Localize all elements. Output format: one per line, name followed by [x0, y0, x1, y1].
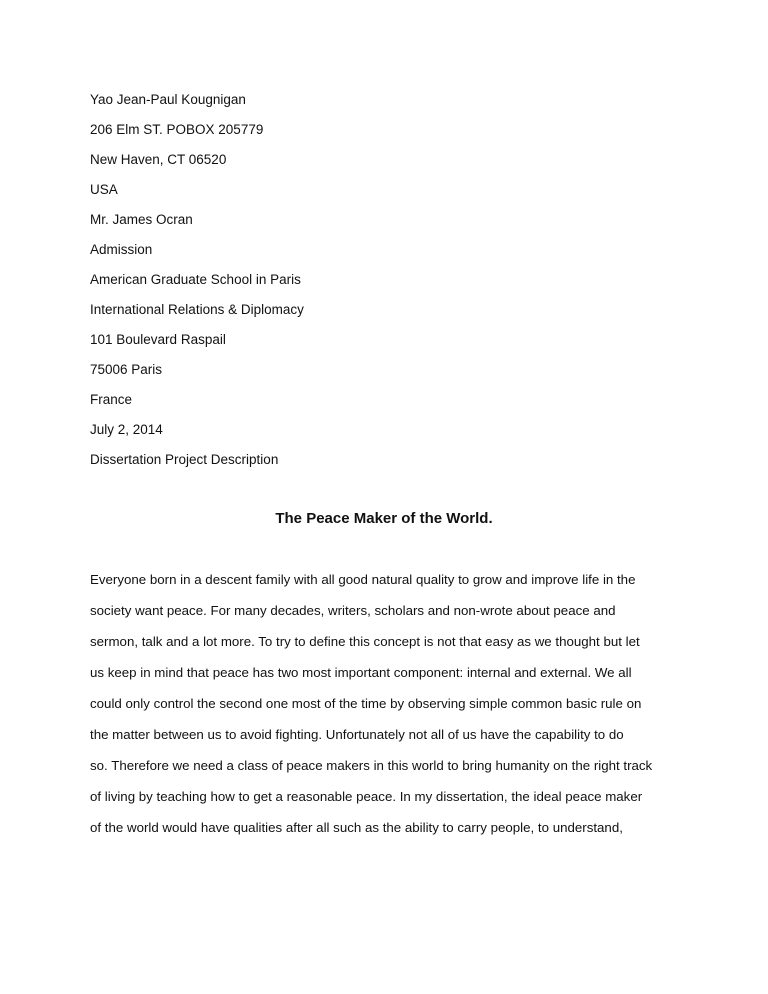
address-line-recipient-school: American Graduate School in Paris [90, 272, 301, 287]
body-line: the matter between us to avoid fighting. Unfortunately not all of us have the capability to do [90, 727, 624, 742]
address-line-sender-country: USA [90, 182, 118, 197]
address-line-sender-name: Yao Jean-Paul Kougnigan [90, 92, 246, 107]
address-block [90, 90, 710, 480]
address-line-recipient-program: International Relations & Diplomacy [90, 302, 304, 317]
address-line-recipient-street: 101 Boulevard Raspail [90, 332, 226, 347]
body-line: of living by teaching how to get a reasonable peace. In my dissertation, the ideal peace maker [90, 789, 643, 804]
body-line: sermon, talk and a lot more. To try to define this concept is not that easy as we thought but let [90, 634, 640, 649]
body-line: society want peace. For many decades, writers, scholars and non-wrote about peace and [90, 603, 616, 618]
address-line-sender-street: 206 Elm ST. POBOX 205779 [90, 122, 264, 137]
body-line: Everyone born in a descent family with all good natural quality to grow and improve life in the [90, 572, 636, 587]
document-title: The Peace Maker of the World. [275, 510, 493, 527]
body-line: us keep in mind that peace has two most important component: internal and external. We all [90, 665, 632, 680]
address-line-sender-city: New Haven, CT 06520 [90, 152, 227, 167]
letter-subject: Dissertation Project Description [90, 452, 279, 467]
letter-date: July 2, 2014 [90, 422, 163, 437]
body-paragraph [90, 570, 730, 849]
body-line: so. Therefore we need a class of peace makers in this world to bring humanity on the right track [90, 758, 653, 773]
address-line-recipient-country: France [90, 392, 133, 407]
body-line: could only control the second one most of the time by observing simple common basic rule on [90, 696, 642, 711]
body-line: of the world would have qualities after all such as the ability to carry people, to understand, [90, 820, 623, 835]
address-line-recipient-city: 75006 Paris [90, 362, 163, 377]
address-line-recipient-name: Mr. James Ocran [90, 212, 193, 227]
address-line-recipient-department: Admission [90, 242, 153, 257]
